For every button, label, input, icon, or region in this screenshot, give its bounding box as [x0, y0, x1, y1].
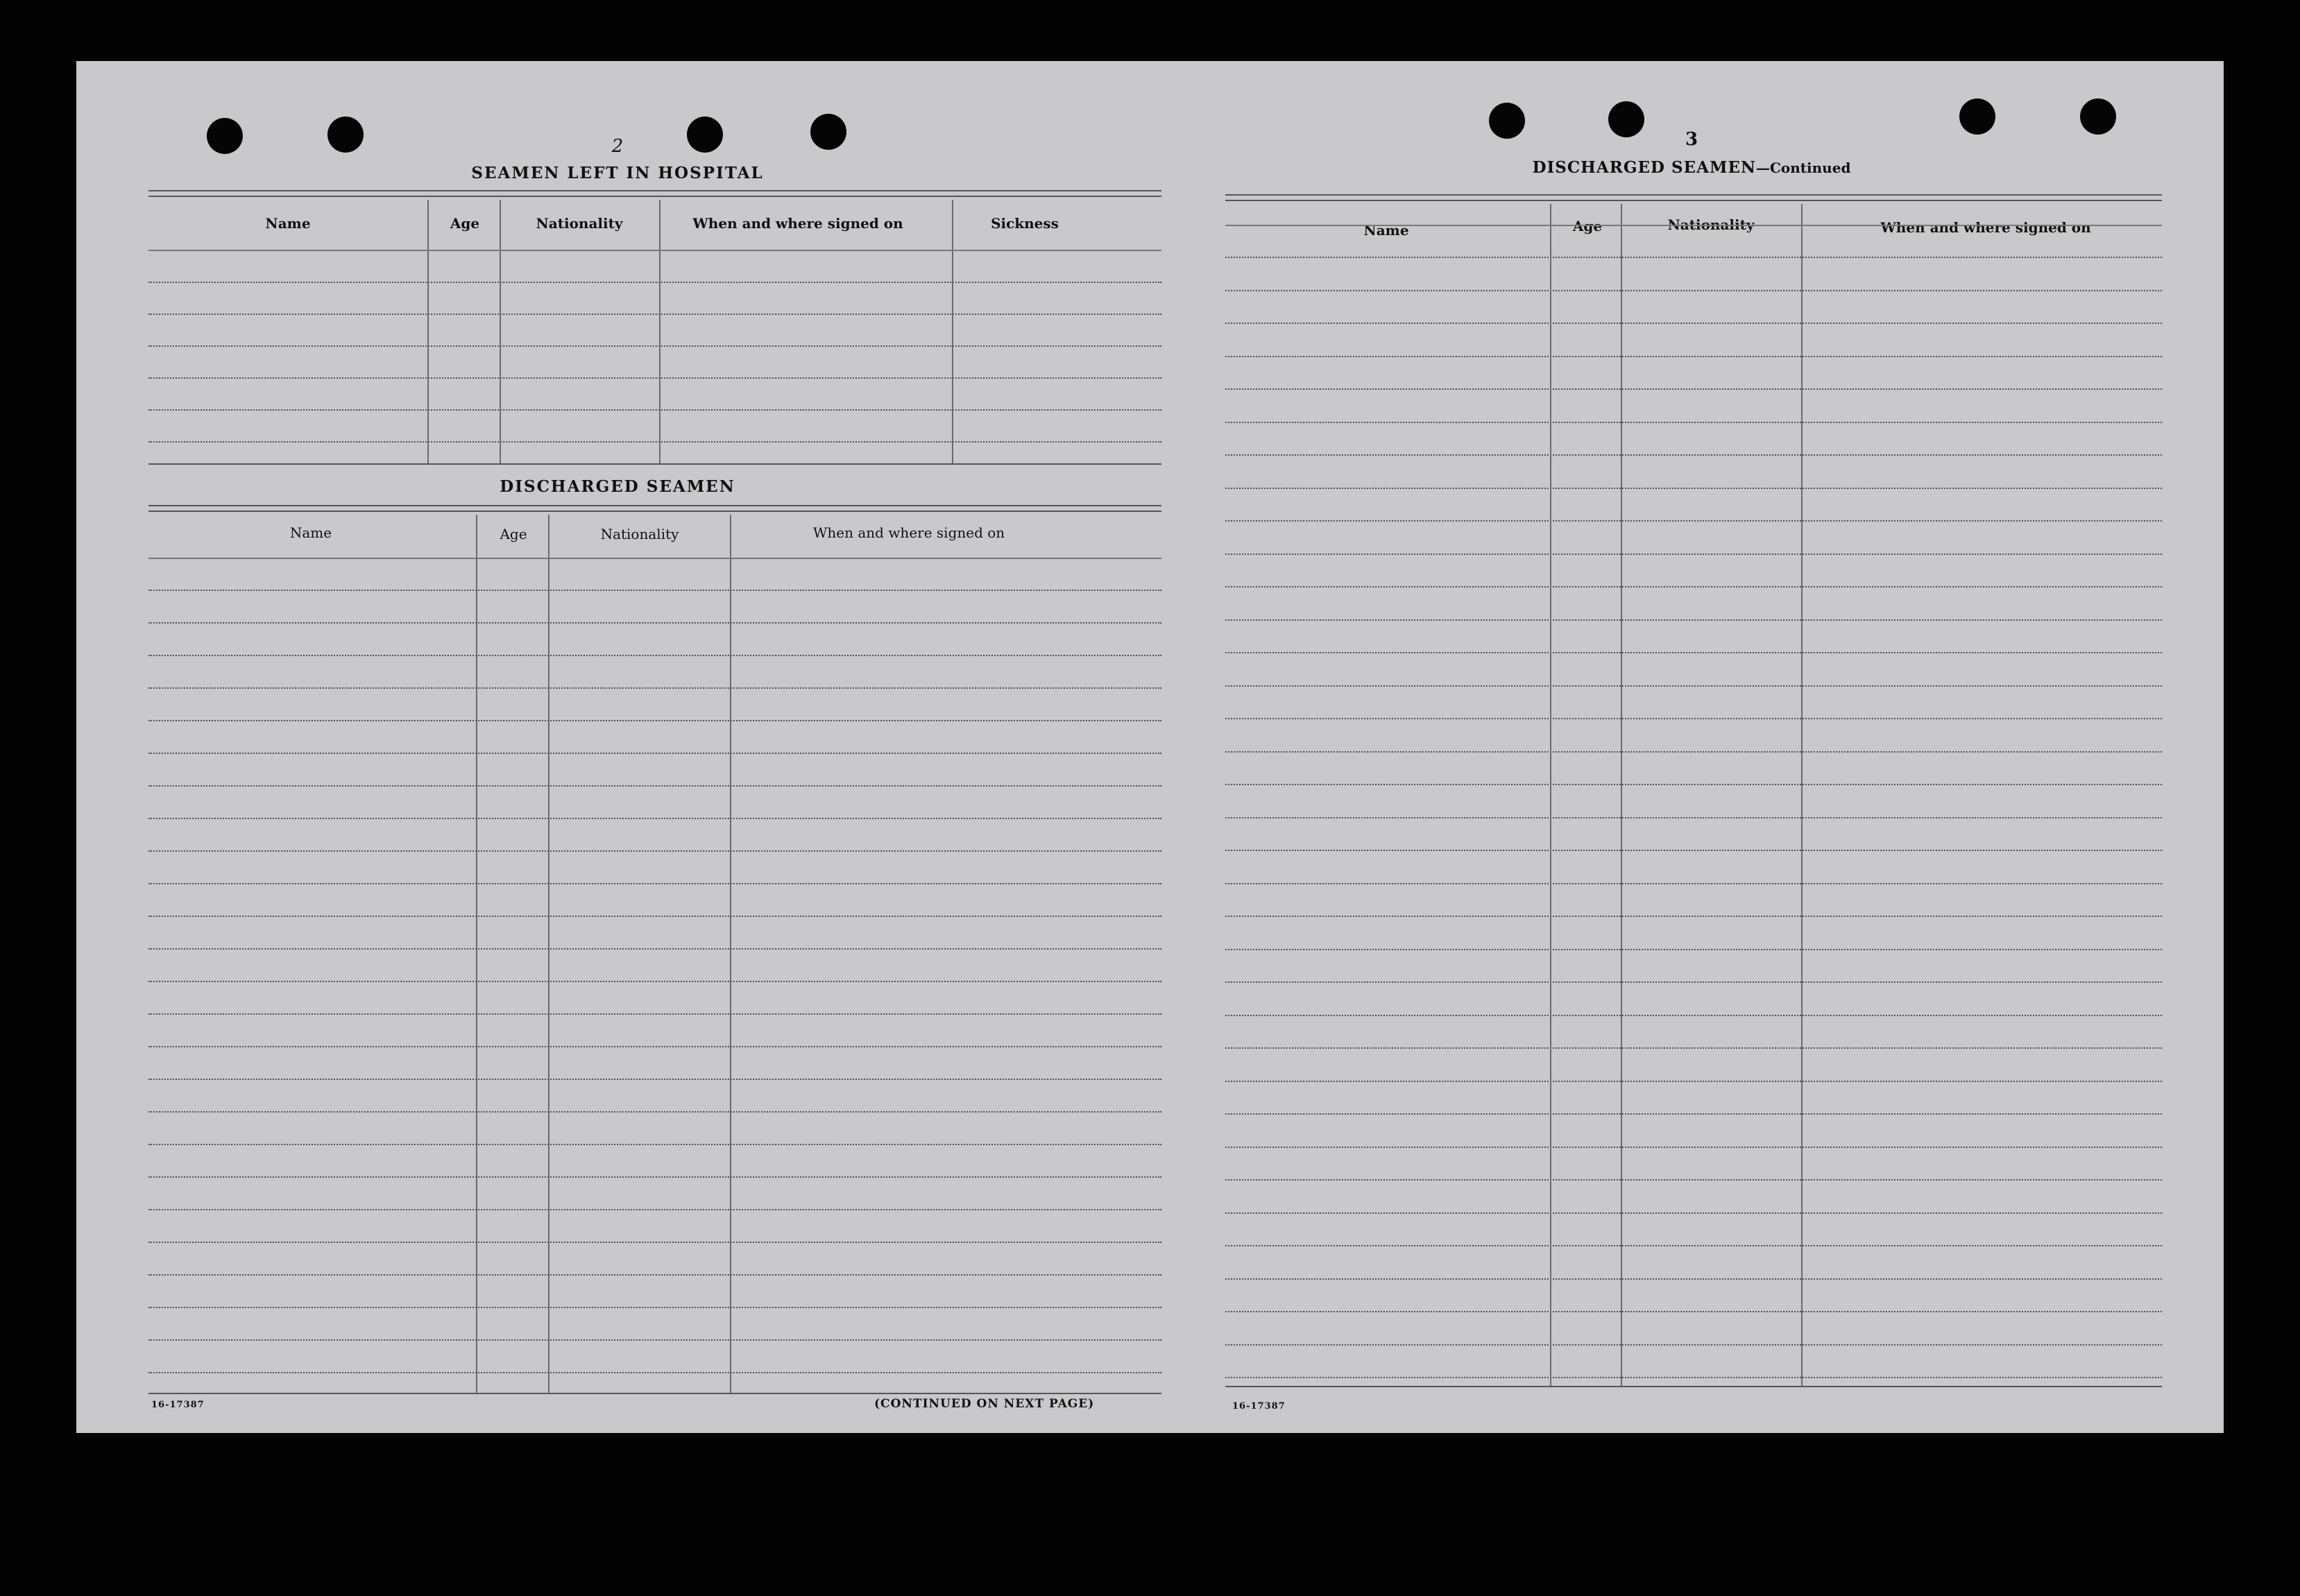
ruled-row-line — [148, 948, 1161, 950]
ruled-row-line — [148, 818, 1161, 819]
ruled-row-line — [1225, 751, 2162, 753]
ruled-row-line — [148, 753, 1161, 754]
column-header-name: Name — [289, 524, 332, 541]
ruled-row-line — [1225, 1212, 2162, 1214]
column-header-nationality: Nationality — [1667, 216, 1755, 233]
column-header-signed-on: When and where signed on — [1880, 219, 2091, 236]
ruled-row-line — [148, 1242, 1161, 1243]
ruled-row-line — [148, 590, 1161, 591]
ruled-row-line — [1225, 586, 2162, 587]
ruled-row-line — [1225, 422, 2162, 423]
ruled-row-line — [1225, 1147, 2162, 1148]
title-rule — [148, 505, 1161, 506]
ruled-row-line — [1225, 652, 2162, 653]
ruled-row-line — [148, 441, 1161, 443]
table-bottom-rule — [148, 463, 1161, 465]
column-divider — [1621, 204, 1622, 1386]
ruled-row-line — [148, 883, 1161, 884]
column-header-sickness: Sickness — [991, 215, 1059, 232]
ruled-row-line — [1225, 784, 2162, 785]
title-rule — [148, 196, 1161, 197]
ruled-row-line — [148, 1274, 1161, 1276]
ruled-row-line — [148, 981, 1161, 982]
ruled-row-line — [148, 850, 1161, 852]
ruled-row-line — [148, 282, 1161, 283]
column-divider — [427, 200, 429, 463]
title-rule — [148, 510, 1161, 512]
section-title-suffix: —Continued — [1756, 160, 1851, 176]
ruled-row-line — [1225, 1377, 2162, 1378]
table-bottom-rule — [1225, 1386, 2162, 1387]
column-divider — [1801, 204, 1803, 1386]
ruled-row-line — [148, 687, 1161, 689]
section-title-main: DISCHARGED SEAMEN — [1532, 158, 1756, 177]
column-header-age: Age — [1572, 218, 1603, 234]
column-divider — [476, 515, 477, 1393]
ruled-row-line — [148, 720, 1161, 721]
ruled-row-line — [1225, 323, 2162, 324]
ruled-row-line — [148, 1176, 1161, 1178]
ruled-row-line — [148, 916, 1161, 917]
ruled-row-line — [1225, 850, 2162, 851]
column-header-nationality: Nationality — [536, 215, 623, 232]
column-divider — [952, 200, 953, 463]
hospital-section-title: SEAMEN LEFT IN HOSPITAL — [471, 164, 764, 182]
discharged-continued-title — [1533, 158, 1851, 177]
ruled-row-line — [1225, 949, 2162, 950]
punch-hole — [1608, 101, 1644, 137]
ruled-row-line — [1225, 685, 2162, 687]
ruled-row-line — [1225, 1278, 2162, 1280]
ruled-row-line — [1225, 718, 2162, 719]
continued-note: (CONTINUED ON NEXT PAGE) — [874, 1397, 1095, 1411]
ruled-row-line — [1225, 1311, 2162, 1312]
column-header-name: Name — [265, 215, 311, 232]
ruled-row-line — [148, 1013, 1161, 1015]
ruled-row-line — [1225, 619, 2162, 621]
ruled-row-line — [1225, 356, 2162, 357]
ruled-row-line — [1225, 981, 2162, 983]
ruled-row-line — [148, 1079, 1161, 1080]
column-divider — [730, 515, 731, 1393]
ruled-row-line — [1225, 883, 2162, 884]
title-rule — [1225, 200, 2162, 201]
ruled-row-line — [148, 655, 1161, 656]
ruled-row-line — [148, 1372, 1161, 1373]
ruled-row-line — [148, 1209, 1161, 1210]
column-divider — [500, 200, 501, 463]
form-sheet — [76, 61, 2224, 1433]
header-underline — [148, 558, 1161, 559]
title-rule — [148, 190, 1161, 191]
column-divider — [548, 515, 550, 1393]
ruled-row-line — [1225, 1245, 2162, 1246]
ruled-row-line — [1225, 488, 2162, 489]
ruled-row-line — [1225, 554, 2162, 555]
punch-hole — [687, 117, 723, 153]
column-header-age: Age — [500, 526, 527, 542]
ruled-row-line — [1225, 454, 2162, 456]
ruled-row-line — [1225, 388, 2162, 390]
ruled-row-line — [1225, 1344, 2162, 1346]
ruled-row-line — [148, 314, 1161, 315]
ruled-row-line — [1225, 916, 2162, 917]
punch-hole — [1959, 98, 1995, 135]
title-rule — [1225, 194, 2162, 196]
ruled-row-line — [148, 622, 1161, 624]
column-header-nationality: Nationality — [600, 526, 679, 542]
discharged-section-title: DISCHARGED SEAMEN — [500, 477, 735, 496]
column-divider — [659, 200, 661, 463]
punch-hole — [327, 117, 364, 153]
header-underline — [148, 250, 1161, 251]
column-header-signed-on: When and where signed on — [692, 215, 903, 232]
form-number: 16-17387 — [1232, 1401, 1286, 1411]
ruled-row-line — [1225, 1015, 2162, 1016]
page-number: 2 — [611, 136, 624, 157]
ruled-row-line — [1225, 1179, 2162, 1181]
ruled-row-line — [148, 409, 1161, 411]
ruled-row-line — [148, 1111, 1161, 1113]
column-header-name: Name — [1363, 222, 1409, 239]
ruled-row-line — [148, 345, 1161, 347]
ruled-row-line — [1225, 1113, 2162, 1115]
table-bottom-rule — [148, 1393, 1161, 1394]
column-header-signed-on: When and where signed on — [812, 524, 1005, 541]
page-number: 3 — [1685, 129, 1698, 150]
punch-hole — [810, 114, 846, 150]
ruled-row-line — [1225, 1047, 2162, 1049]
ruled-row-line — [148, 1046, 1161, 1047]
ruled-row-line — [1225, 1081, 2162, 1082]
punch-hole — [2080, 98, 2116, 135]
ruled-row-line — [148, 1144, 1161, 1145]
ruled-row-line — [1225, 520, 2162, 522]
punch-hole — [207, 118, 243, 154]
ruled-row-line — [1225, 817, 2162, 818]
punch-hole — [1489, 103, 1525, 139]
form-number: 16-17387 — [151, 1400, 205, 1410]
ruled-row-line — [148, 1307, 1161, 1308]
ruled-row-line — [148, 377, 1161, 379]
ruled-row-line — [1225, 290, 2162, 291]
ruled-row-line — [148, 1339, 1161, 1341]
ruled-row-line — [148, 785, 1161, 787]
ruled-row-line — [1225, 257, 2162, 258]
column-divider — [1550, 204, 1551, 1386]
header-underline — [1225, 225, 2162, 226]
column-header-age: Age — [450, 215, 480, 232]
